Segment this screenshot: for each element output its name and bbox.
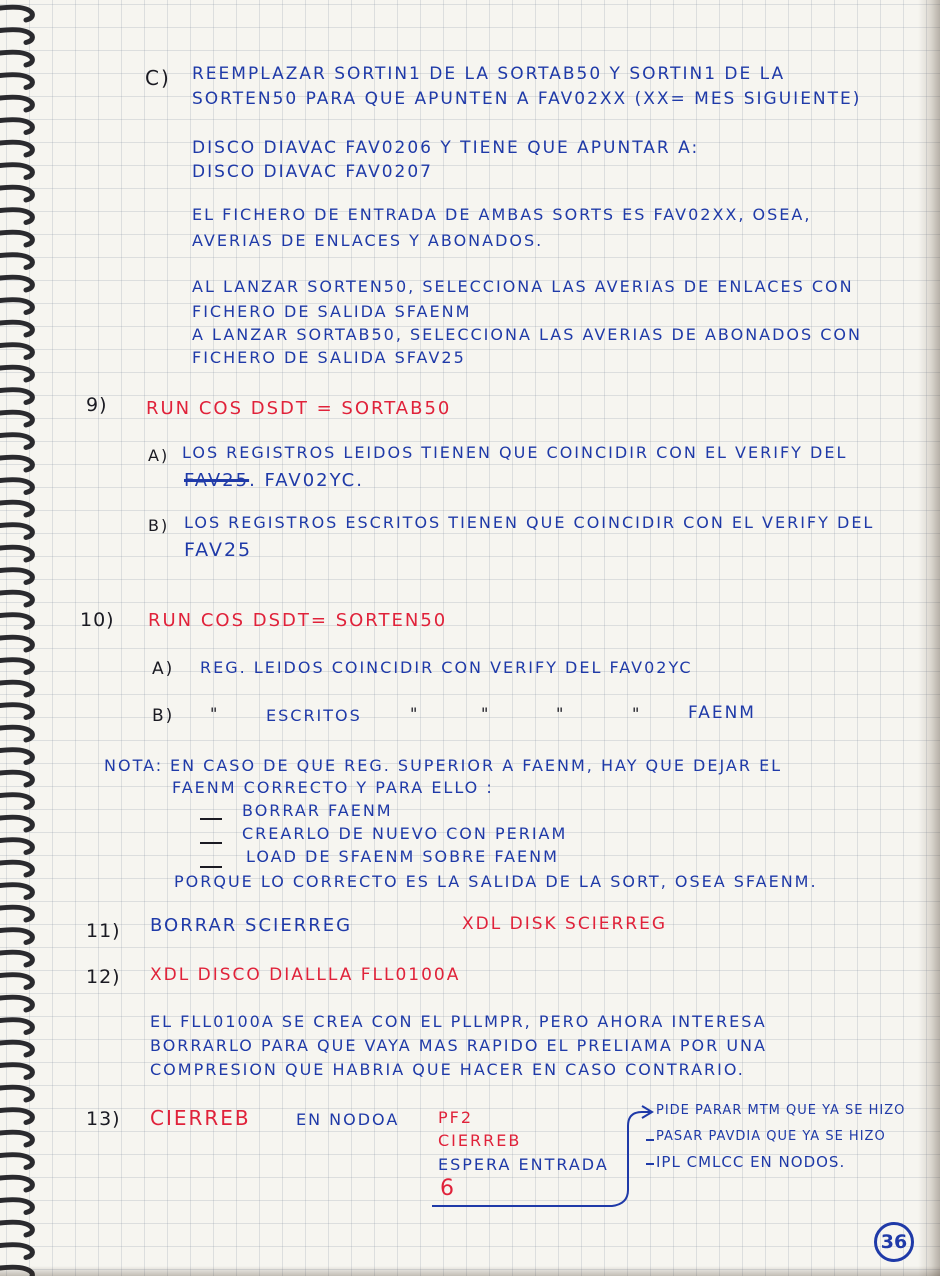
step-11-command: XDL DISK SCIERREG [462, 914, 668, 934]
lanzar-line3: A LANZAR SORTAB50, SELECCIONA LAS AVERIAS DE ABONADOS CON [192, 325, 862, 344]
step-9-command: RUN COS DSDT = SORTAB50 [146, 398, 452, 419]
fav02yc-text: . FAV02YC. [249, 470, 364, 491]
note-ipl-cmlcc: IPL CMLCC EN NODOS. [656, 1153, 846, 1171]
step-12-command: XDL DISCO DIALLLA FLL0100A [150, 965, 461, 985]
ditto-mark-4: " [556, 704, 566, 723]
step-10b-escritos: ESCRITOS [266, 706, 362, 725]
seq-pf2: PF2 [438, 1108, 474, 1127]
step-10-command: RUN COS DSDT= SORTEN50 [148, 610, 448, 631]
bullet-borrar: BORRAR FAENM [242, 801, 393, 820]
step-11-text: BORRAR SCIERREG [150, 915, 353, 936]
step-c-label: C) [145, 66, 171, 90]
note-pasar-pavdia: PASAR PAVDIA QUE YA SE HIZO [656, 1129, 886, 1144]
lanzar-line2: FICHERO DE SALIDA SFAENM [192, 302, 472, 321]
step-9b-line2: FAV25 [184, 539, 253, 561]
bullet-crearlo: CREARLO DE NUEVO CON PERIAM [242, 824, 568, 843]
seq-6: 6 [440, 1176, 456, 1201]
fichero-line2: AVERIAS DE ENLACES Y ABONADOS. [192, 231, 544, 250]
disco-line1: DISCO DIAVAC FAV0206 Y TIENE QUE APUNTAR A: [192, 138, 700, 158]
step-9a-label: A) [148, 446, 170, 465]
ditto-mark-1: " [210, 704, 220, 723]
page-number: 36 [874, 1222, 914, 1262]
step-10b-faenm: FAENM [688, 703, 756, 723]
nota-label: NOTA: [104, 756, 164, 775]
nota-line2: FAENM CORRECTO Y PARA ELLO : [172, 778, 494, 797]
seq-espera-entrada: ESPERA ENTRADA [438, 1155, 609, 1174]
page-bottom-shadow [0, 1266, 940, 1276]
bracket-ticks [646, 1140, 654, 1164]
porque-line: PORQUE LO CORRECTO ES LA SALIDA DE LA SORT, OSEA SFAENM. [174, 872, 818, 891]
disco-line2: DISCO DIAVAC FAV0207 [192, 162, 433, 182]
ditto-mark-3: " [481, 704, 491, 723]
nota-line1: EN CASO DE QUE REG. SUPERIOR A FAENM, HAY QUE DEJAR EL [170, 756, 783, 775]
step-9b-line1: LOS REGISTROS ESCRITOS TIENEN QUE COINCIDIR CON EL VERIFY DEL [184, 513, 875, 532]
step-12-line1: EL FLL0100A SE CREA CON EL PLLMPR, PERO AHORA INTERESA [150, 1012, 767, 1031]
step-10-number: 10) [80, 609, 115, 631]
step-11-number: 11) [86, 920, 121, 942]
bracket-line [432, 1108, 650, 1206]
step-13-number: 13) [86, 1108, 121, 1130]
step-9a-line1: LOS REGISTROS LEIDOS TIENEN QUE COINCIDIR CON EL VERIFY DEL [182, 443, 848, 462]
step-10a-text: REG. LEIDOS COINCIDIR CON VERIFY DEL FAV02YC [200, 658, 693, 677]
step-9-number: 9) [86, 394, 108, 416]
step-13-en-nodoa: EN NODOA [296, 1110, 400, 1129]
seq-cierreb: CIERREB [438, 1131, 522, 1150]
lanzar-line4: FICHERO DE SALIDA SFAV25 [192, 348, 466, 367]
step-10b-label: B) [152, 706, 175, 726]
step-c-line1: REEMPLAZAR SORTIN1 DE LA SORTAB50 Y SORTIN1 DE LA [192, 64, 786, 84]
step-12-number: 12) [86, 966, 121, 988]
struck-fav25: FAV25 [184, 470, 250, 491]
ditto-mark-5: " [632, 704, 642, 723]
step-9b-label: B) [148, 516, 170, 535]
step-10a-label: A) [152, 659, 175, 679]
fichero-line1: EL FICHERO DE ENTRADA DE AMBAS SORTS ES FAV02XX, OSEA, [192, 205, 812, 224]
note-pide-parar: PIDE PARAR MTM QUE YA SE HIZO [656, 1103, 906, 1118]
step-12-line2: BORRARLO PARA QUE VAYA MAS RAPIDO EL PRELIAMA POR UNA [150, 1036, 767, 1055]
ditto-mark-2: " [410, 704, 420, 723]
page-edge-shadow [918, 0, 940, 1276]
step-c-line2: SORTEN50 PARA QUE APUNTEN A FAV02XX (XX= MES SIGUIENTE) [192, 89, 862, 109]
lanzar-line1: AL LANZAR SORTEN50, SELECCIONA LAS AVERIAS DE ENLACES CON [192, 277, 854, 296]
step-12-line3: COMPRESION QUE HABRIA QUE HACER EN CASO CONTRARIO. [150, 1060, 745, 1079]
bullet-load: LOAD DE SFAENM SOBRE FAENM [246, 847, 559, 866]
step-13-command: CIERREB [150, 1106, 251, 1130]
